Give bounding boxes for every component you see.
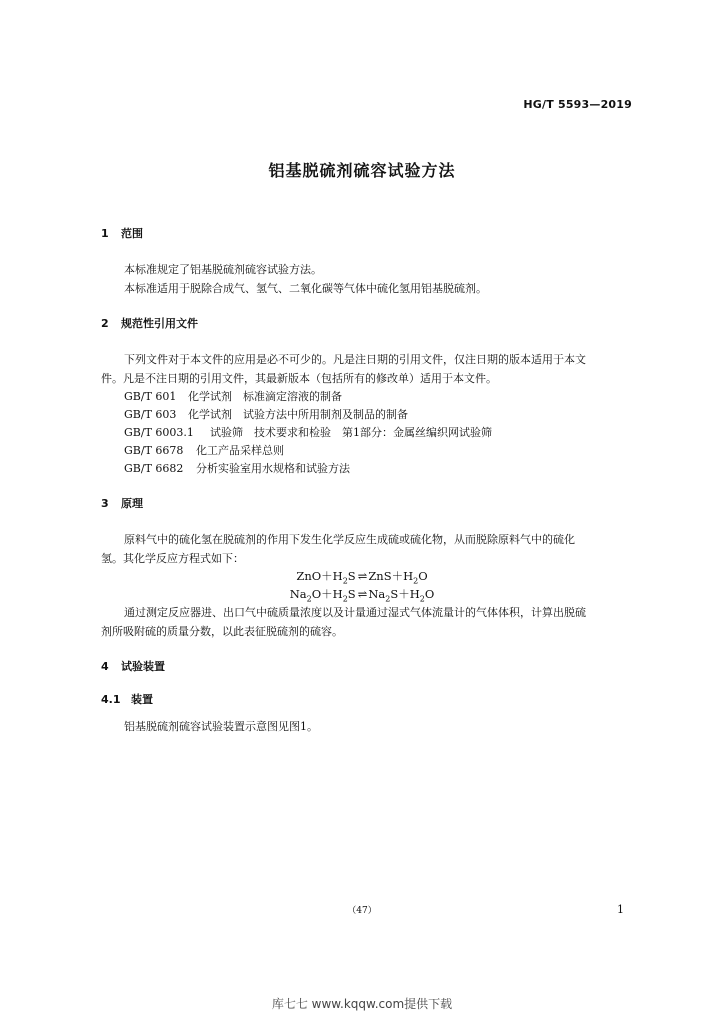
page-number-center: （47） — [347, 906, 377, 916]
section-title: 规范性引用文件 — [121, 317, 198, 330]
section-number: 1 — [101, 227, 109, 240]
subsection-4-1-paragraph: 铝基脱硫剂硫容试验装置示意图见图1。 — [124, 720, 318, 733]
section-3-paragraph-1-line-2: 氢。其化学反应方程式如下： — [101, 552, 244, 565]
section-1-paragraph-2: 本标准适用于脱除合成气、氢气、二氧化碳等气体中硫化氢用铝基脱硫剂。 — [124, 282, 487, 295]
reference-title: 试验筛 技术要求和检验 第1部分：金属丝编织网试验筛 — [210, 426, 492, 439]
eq-part: Na — [368, 587, 386, 601]
section-2-heading — [101, 315, 198, 331]
eq-part: O — [424, 587, 435, 601]
subsection-number: 4.1 — [101, 693, 121, 706]
subsection-4-1-heading — [101, 691, 153, 707]
section-2-intro-line-1: 下列文件对于本文件的应用是必不可少的。凡是注日期的引用文件，仅注日期的版本适用于本文 — [124, 353, 586, 366]
eq-part: O＋H — [311, 587, 343, 601]
chemical-equation-2 — [0, 586, 724, 603]
eq-subscript: 2 — [342, 576, 348, 586]
eq-subscript: 2 — [342, 594, 348, 604]
eq-subscript: 2 — [413, 576, 419, 586]
eq-subscript: 2 — [385, 594, 391, 604]
eq-part: ZnS＋H — [368, 569, 414, 583]
eq-part: S＋H — [390, 587, 420, 601]
eq-subscript: 2 — [306, 594, 312, 604]
section-3-paragraph-2-line-1: 通过测定反应器进、出口气中硫质量浓度以及计量通过湿式气体流量计的气体体积，计算出脱硫 — [124, 606, 586, 619]
section-number: 2 — [101, 317, 109, 330]
section-1-paragraph-1: 本标准规定了铝基脱硫剂硫容试验方法。 — [124, 263, 322, 276]
subsection-title: 装置 — [131, 693, 153, 706]
section-1-heading — [101, 225, 143, 241]
reference-code: GB/T 603 — [124, 408, 177, 421]
equilibrium-arrow-icon: ⇌ — [357, 569, 367, 583]
eq-subscript: 2 — [419, 594, 425, 604]
eq-part: S — [347, 569, 356, 583]
section-2-intro-line-2: 件。凡是不注日期的引用文件，其最新版本（包括所有的修改单）适用于本文件。 — [101, 372, 497, 385]
reference-title: 分析实验室用水规格和试验方法 — [196, 462, 350, 475]
section-title: 原理 — [121, 497, 143, 510]
equilibrium-arrow-icon: ⇌ — [357, 587, 367, 601]
reference-title: 化学试剂 试验方法中所用制剂及制品的制备 — [188, 408, 408, 421]
reference-title: 化学试剂 标准滴定溶液的制备 — [188, 390, 342, 403]
reference-item — [124, 460, 350, 476]
reference-item — [124, 442, 284, 458]
reference-code: GB/T 6003.1 — [124, 426, 194, 439]
reference-item — [124, 406, 408, 422]
eq-part: S — [347, 587, 356, 601]
eq-part: O — [418, 569, 428, 583]
document-title: 铝基脱硫剂硫容试验方法 — [268, 161, 456, 180]
eq-part: ZnO＋H — [296, 569, 343, 583]
section-3-heading — [101, 495, 143, 511]
standard-number: HG/T 5593—2019 — [523, 98, 632, 111]
section-title: 范围 — [121, 227, 143, 240]
reference-title: 化工产品采样总则 — [196, 444, 284, 457]
section-4-heading — [101, 658, 165, 674]
download-footer: 库七七 www.kqqw.com提供下载 — [271, 997, 453, 1011]
section-title: 试验装置 — [121, 660, 165, 673]
chemical-equation-1 — [0, 568, 724, 585]
reference-code: GB/T 601 — [124, 390, 177, 403]
section-3-paragraph-1-line-1: 原料气中的硫化氢在脱硫剂的作用下发生化学反应生成硫或硫化物，从而脱除原料气中的硫化 — [124, 533, 575, 546]
eq-part: Na — [289, 587, 307, 601]
section-3-paragraph-2-line-2: 剂所吸附硫的质量分数，以此表征脱硫剂的硫容。 — [101, 625, 343, 638]
section-number: 4 — [101, 660, 109, 673]
page-number-right: 1 — [617, 903, 624, 916]
reference-item — [124, 424, 492, 440]
reference-item — [124, 388, 342, 404]
section-number: 3 — [101, 497, 109, 510]
reference-code: GB/T 6682 — [124, 462, 184, 475]
reference-code: GB/T 6678 — [124, 444, 184, 457]
